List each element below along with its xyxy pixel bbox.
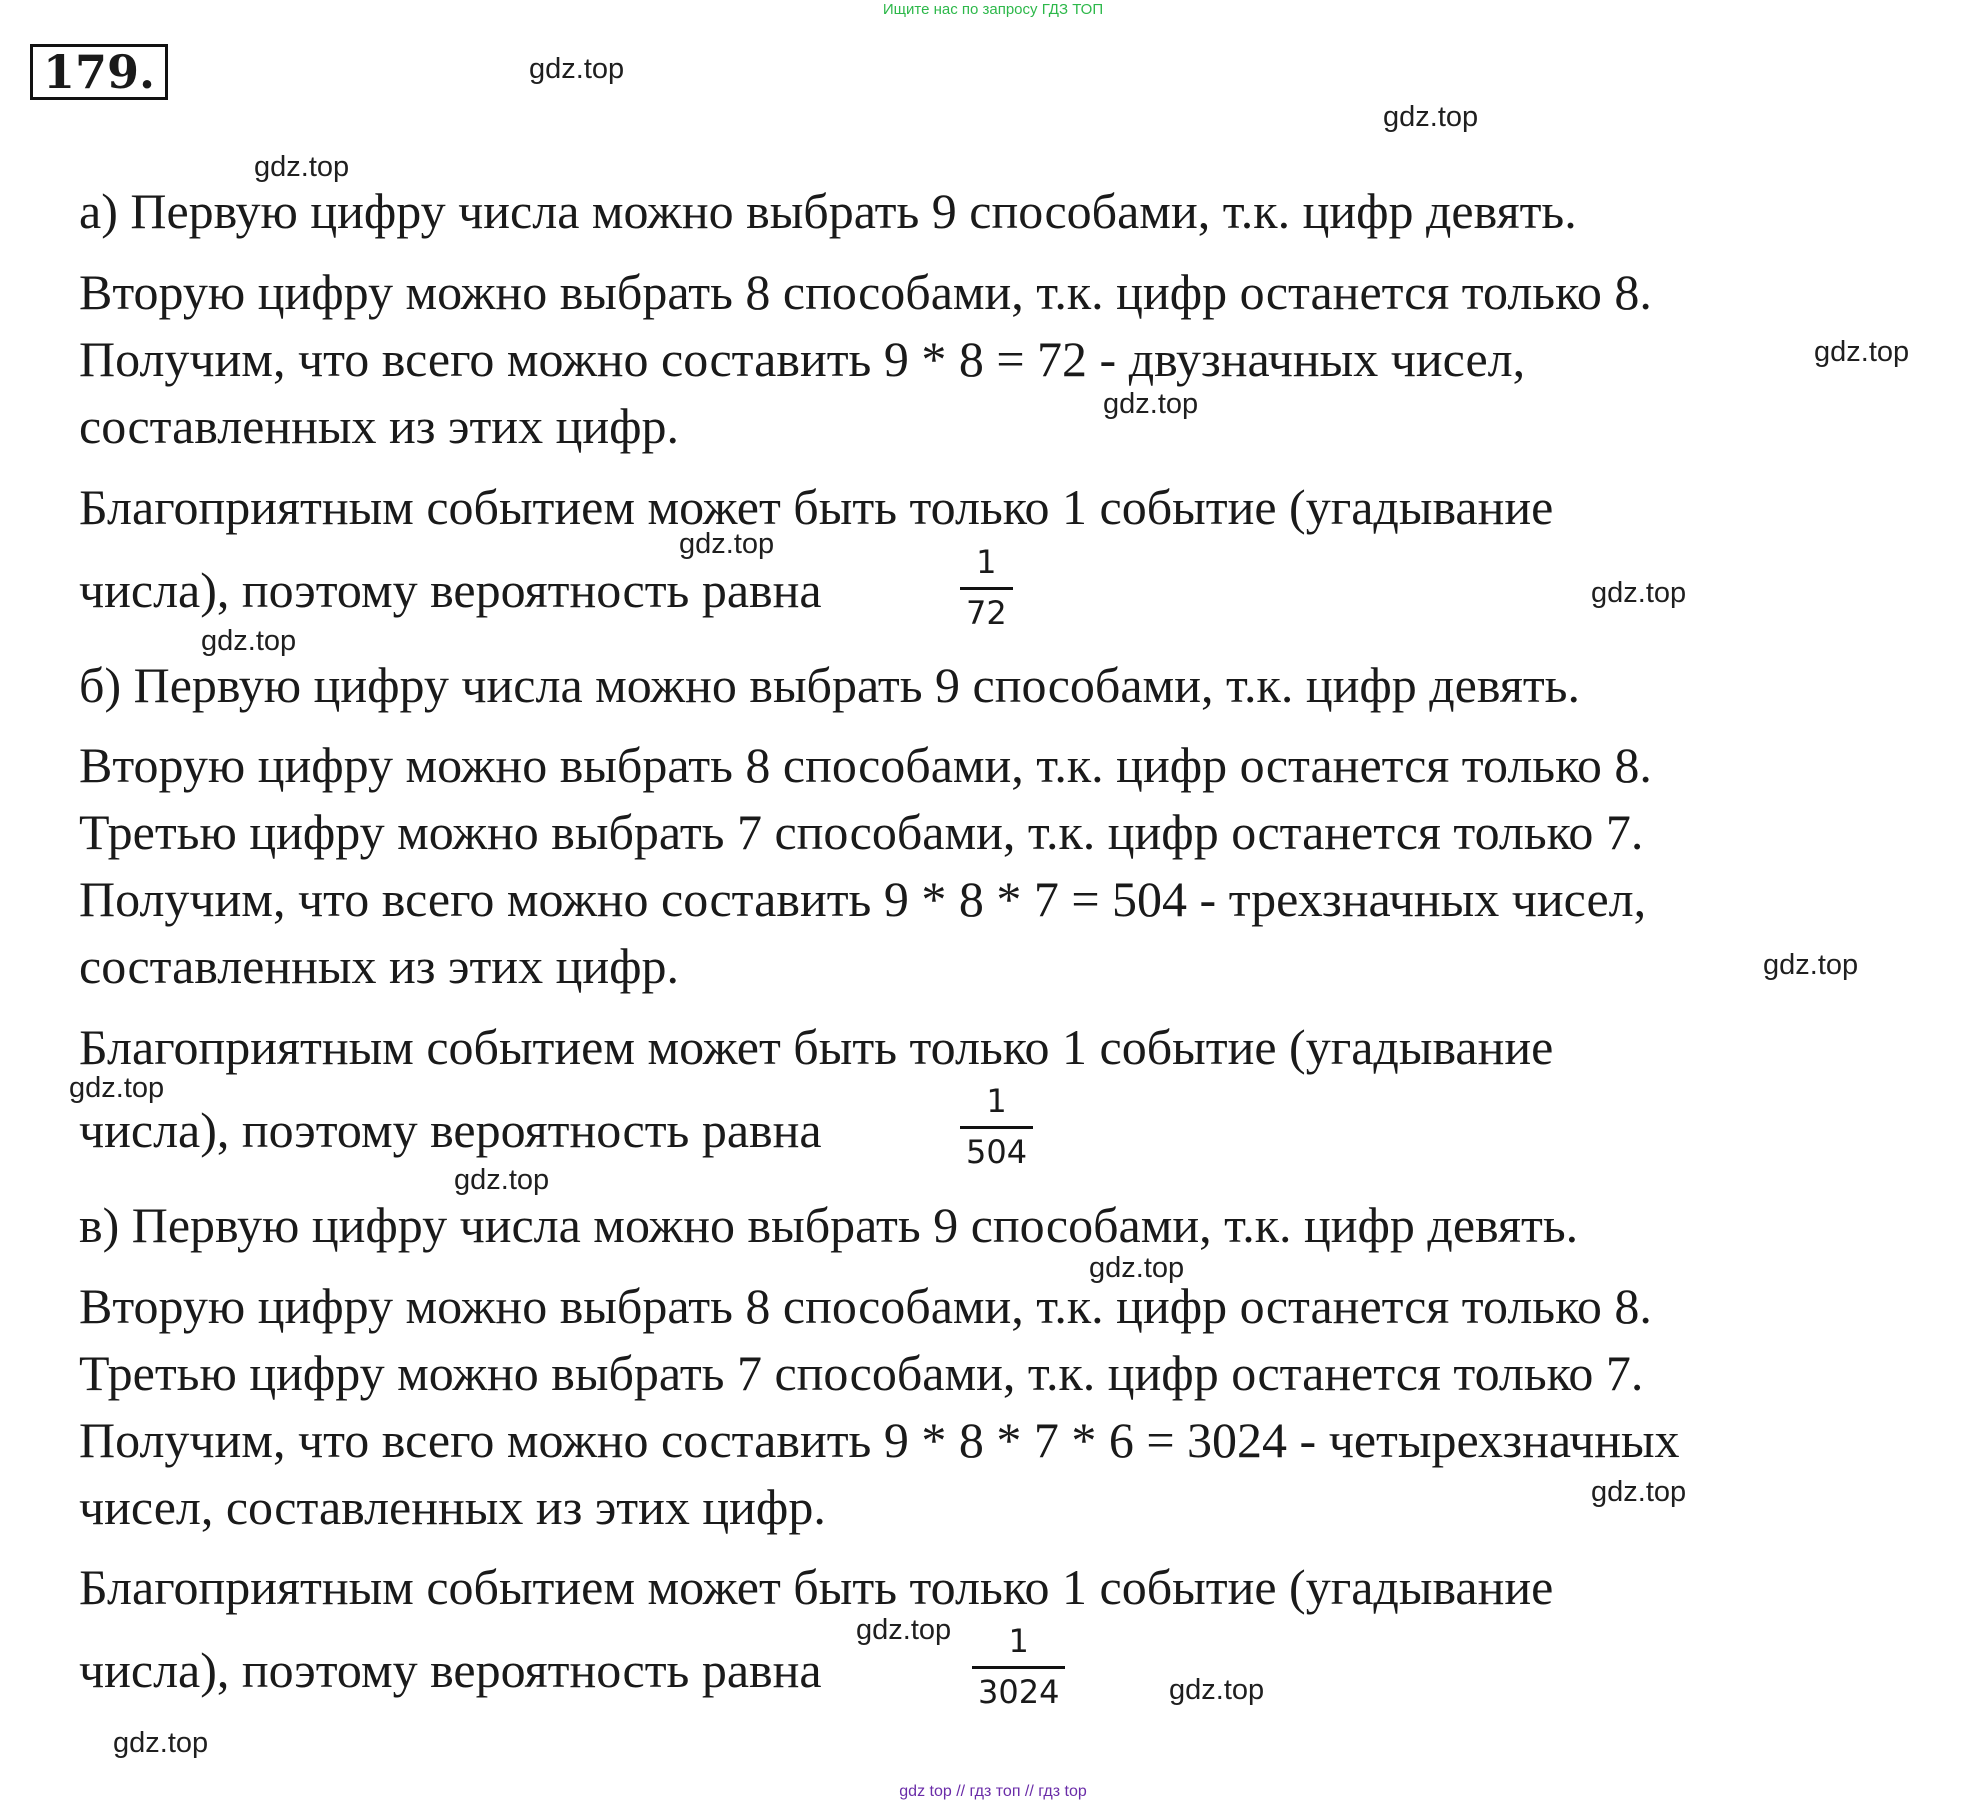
watermark: gdz.top	[113, 1727, 209, 1759]
watermark: gdz.top	[254, 151, 350, 183]
watermark: gdz.top	[529, 53, 625, 85]
fraction-denominator: 72	[960, 587, 1013, 632]
watermark: gdz.top	[1103, 388, 1199, 420]
fraction-denominator: 504	[960, 1126, 1033, 1171]
fraction-denominator: 3024	[972, 1666, 1065, 1711]
footer-links: gdz top // гдз топ // гдз top	[899, 1783, 1087, 1800]
problem-number: 179.	[30, 44, 168, 100]
watermark: gdz.top	[201, 625, 297, 657]
part-c-line-7: числа), поэтому вероятность равна	[79, 1642, 822, 1698]
part-c-line-3: Третью цифру можно выбрать 7 способами, т.к. цифр останется только 7.	[79, 1345, 1644, 1401]
watermark: gdz.top	[856, 1614, 952, 1646]
part-b-probability-fraction	[960, 1082, 1033, 1171]
part-c-line-5: чисел, составленных из этих цифр.	[79, 1479, 826, 1535]
watermark: gdz.top	[1763, 949, 1859, 981]
watermark: gdz.top	[1591, 577, 1687, 609]
part-a-line-5: Благоприятным событием может быть только 1 событие (угадывание	[79, 479, 1554, 535]
watermark: gdz.top	[1814, 336, 1910, 368]
top-banner: Ищите нас по запросу ГДЗ ТОП	[882, 1, 1104, 18]
watermark: gdz.top	[1089, 1252, 1185, 1284]
part-a-probability-fraction	[960, 543, 1013, 632]
part-b-line-3: Третью цифру можно выбрать 7 способами, т.к. цифр останется только 7.	[79, 804, 1644, 860]
fraction-numerator: 1	[1008, 1622, 1029, 1660]
fraction-numerator: 1	[976, 543, 997, 581]
watermark: gdz.top	[454, 1164, 550, 1196]
watermark: gdz.top	[1591, 1476, 1687, 1508]
part-c-line-2: Вторую цифру можно выбрать 8 способами, т.к. цифр останется только 8.	[79, 1278, 1652, 1334]
part-b-line-7: числа), поэтому вероятность равна	[79, 1102, 822, 1158]
part-a-line-1: а) Первую цифру числа можно выбрать 9 способами, т.к. цифр девять.	[79, 183, 1577, 239]
watermark: gdz.top	[69, 1072, 165, 1104]
fraction-numerator: 1	[986, 1082, 1007, 1120]
part-b-line-1: б) Первую цифру числа можно выбрать 9 способами, т.к. цифр девять.	[79, 657, 1580, 713]
part-a-line-6: числа), поэтому вероятность равна	[79, 562, 822, 618]
part-b-line-4: Получим, что всего можно составить 9 * 8 * 7 = 504 - трехзначных чисел,	[79, 871, 1647, 927]
part-a-line-2: Вторую цифру можно выбрать 8 способами, т.к. цифр останется только 8.	[79, 264, 1652, 320]
part-a-line-3: Получим, что всего можно составить 9 * 8 = 72 - двузначных чисел,	[79, 331, 1526, 387]
watermark: gdz.top	[1383, 101, 1479, 133]
part-b-line-5: составленных из этих цифр.	[79, 938, 679, 994]
watermark: gdz.top	[679, 528, 775, 560]
part-c-line-4: Получим, что всего можно составить 9 * 8 * 7 * 6 = 3024 - четырехзначных	[79, 1412, 1680, 1468]
part-b-line-2: Вторую цифру можно выбрать 8 способами, т.к. цифр останется только 8.	[79, 737, 1652, 793]
part-c-probability-fraction	[972, 1622, 1065, 1711]
part-c-line-1: в) Первую цифру числа можно выбрать 9 способами, т.к. цифр девять.	[79, 1197, 1579, 1253]
part-a-line-4: составленных из этих цифр.	[79, 398, 679, 454]
part-c-line-6: Благоприятным событием может быть только 1 событие (угадывание	[79, 1559, 1554, 1615]
watermark: gdz.top	[1169, 1674, 1265, 1706]
part-b-line-6: Благоприятным событием может быть только 1 событие (угадывание	[79, 1019, 1554, 1075]
